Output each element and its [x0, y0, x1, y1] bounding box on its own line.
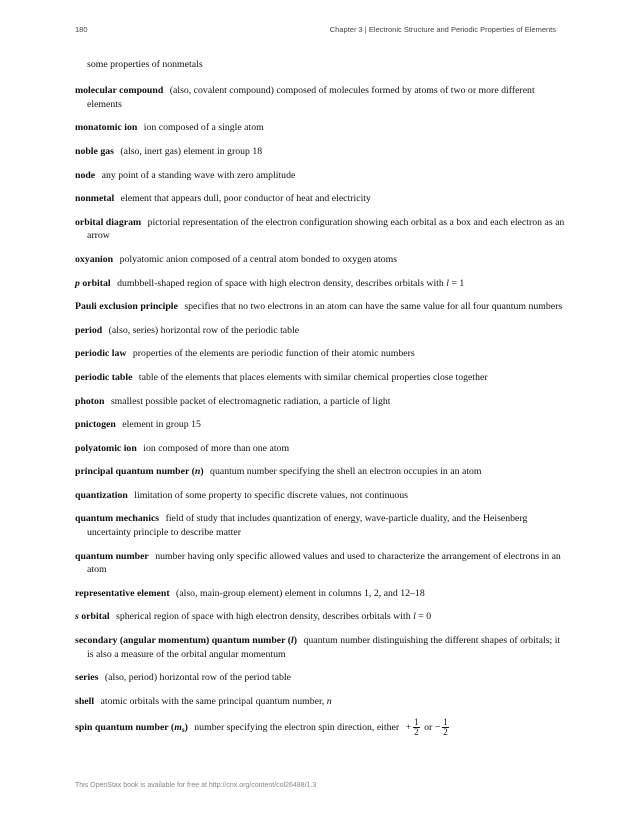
plus-sign: + [405, 722, 412, 734]
glossary-entry-node [75, 169, 565, 183]
glossary-entry-pnictogen [75, 418, 565, 432]
chapter-header: Chapter 3 | Electronic Structure and Periodic Properties of Elements [329, 25, 556, 34]
glossary-definition: horizontal row of the period table [159, 672, 291, 684]
glossary-definition: number having only specific allowed values and used to characterize the arrangement of electrons in an atom [87, 550, 561, 576]
glossary-term: molecular compound [75, 85, 164, 97]
glossary-definition: horizontal row of the periodic table [160, 324, 300, 336]
fraction-one-half [413, 718, 420, 737]
page-number: 180 [75, 25, 88, 34]
glossary-term: orbital diagram [75, 216, 142, 228]
glossary-entry-representative-element [75, 587, 565, 601]
glossary-definition: ion composed of a single atom [143, 122, 264, 134]
glossary-entry-p-orbital [75, 277, 565, 291]
continuation-text: some properties of nonmetals [87, 59, 203, 70]
glossary-entry-series [75, 671, 565, 685]
glossary-term-letter: p [75, 277, 80, 289]
glossary-term [75, 611, 110, 622]
glossary-term-symbol: n [194, 466, 201, 478]
glossary-entry-molecular-compound [75, 84, 565, 111]
math-variable: l [413, 611, 416, 623]
or-word: or [424, 722, 433, 734]
glossary-definition: composed of molecules formed by atoms of two or more different elements [87, 85, 535, 110]
glossary-term-symbol: m [174, 722, 182, 734]
glossary-entry-spin-quantum-number [75, 718, 565, 737]
glossary-term: representative element [75, 587, 170, 599]
glossary-term-letter: s [75, 611, 79, 623]
glossary-term-rest: orbital [81, 611, 110, 623]
glossary-definition: specifies that no two electrons in an atom can have the same value for all four quantum numbers [184, 301, 563, 313]
glossary-definition: smallest possible packet of electromagnetic radiation, a particle of light [110, 395, 391, 407]
glossary-term: noble gas [75, 145, 114, 157]
glossary-entry-monatomic-ion [75, 121, 565, 135]
fraction-denominator: 2 [443, 727, 448, 738]
glossary-entry-principal-quantum-number [75, 465, 565, 479]
glossary-definition: element in group 18 [183, 145, 263, 157]
glossary-term: nonmetal [75, 193, 115, 205]
glossary-definition: element in columns 1, 2, and 12–18 [284, 587, 425, 599]
glossary-definition: element in group 15 [122, 419, 201, 431]
glossary-term: quantum number [75, 550, 149, 562]
glossary-term: periodic law [75, 348, 127, 360]
glossary-definition: element that appears dull, poor conductor of heat and electricity [120, 193, 371, 205]
glossary-definition: limitation of some property to specific discrete values, not continuous [134, 489, 408, 501]
glossary-entry-nonmetal [75, 192, 565, 206]
glossary-definition: quantum number distinguishing the different shapes of orbitals; it is also a measure of the orbital angular momentum [87, 635, 561, 660]
glossary-term: spin quantum number $(m_s)$ [75, 722, 188, 735]
glossary-entry-period [75, 324, 565, 338]
glossary-entry-s-orbital [75, 610, 565, 624]
glossary-definition: table of the elements that places elements with similar chemical properties close together [138, 371, 488, 383]
glossary-term: periodic table [75, 371, 133, 383]
glossary-term: node [75, 169, 96, 181]
glossary-paren: (also, inert gas) [120, 145, 182, 157]
glossary-term-text: principal quantum number [75, 466, 190, 478]
glossary-definition: pictorial representation of the electron configuration showing each orbital as a box and each electron as an arrow [87, 216, 565, 242]
glossary-entry-quantization [75, 489, 565, 503]
glossary-definition: atomic orbitals with the same principal quantum number, [100, 695, 325, 707]
glossary-term: Pauli exclusion principle [75, 301, 178, 313]
glossary-term: principal quantum number (n) [75, 466, 204, 478]
fraction-numerator: 1 [443, 717, 448, 728]
glossary-paren: (also, main-group element) [176, 587, 283, 599]
glossary-term-text: spin quantum number [75, 722, 169, 734]
glossary-entry-shell [75, 695, 565, 709]
glossary-definition: field of study that includes quantization of energy, wave-particle duality, and the Heisenberg uncertainty principle to describe matter [87, 513, 528, 539]
page-footer: This OpenStax book is available for free at http://cnx.org/content/col26488/1.3 [75, 782, 317, 789]
glossary-entry-quantum-number [75, 550, 565, 577]
fraction-one-half [442, 718, 449, 737]
glossary-term: monatomic ion [75, 122, 138, 134]
glossary-term-rest: orbital [82, 277, 111, 289]
glossary-entry-quantum-mechanics [75, 512, 565, 539]
fraction-numerator: 1 [414, 717, 419, 728]
glossary-entry-periodic-law [75, 347, 565, 361]
glossary-term: photon [75, 395, 105, 407]
glossary-term [75, 278, 111, 289]
glossary-definition: quantum number specifying the shell an electron occupies in an atom [210, 466, 482, 478]
glossary-entry-secondary-quantum-number [75, 634, 565, 661]
glossary-entry-pauli-exclusion-principle [75, 300, 565, 314]
glossary-definition: number specifying the electron spin direction, either [194, 722, 400, 734]
glossary-entry-orbital-diagram [75, 216, 565, 243]
math-value: = 0 [418, 611, 432, 623]
glossary-paren: (also, series) [108, 324, 159, 336]
glossary-definition: spherical region of space with high electron density, describes orbitals with [116, 611, 411, 623]
glossary-entry-oxyanion [75, 253, 565, 267]
glossary-term-text: secondary (angular momentum) quantum number [75, 635, 286, 647]
minus-sign: − [434, 722, 441, 734]
glossary-term: series [75, 672, 99, 684]
glossary-term-symbol: l [291, 635, 294, 647]
glossary-term: quantization [75, 489, 128, 501]
glossary-term: pnictogen [75, 419, 116, 431]
glossary-definition: ion composed of more than one atom [143, 442, 290, 454]
glossary-term-subscript: s [181, 726, 185, 735]
math-variable: n [326, 695, 332, 707]
glossary-entry-periodic-table [75, 371, 565, 385]
glossary-term: oxyanion [75, 253, 114, 265]
glossary-definition: polyatomic anion composed of a central atom bonded to oxygen atoms [119, 253, 398, 265]
math-value: = 1 [451, 277, 465, 289]
glossary-term: period [75, 324, 103, 336]
glossary [75, 58, 565, 748]
glossary-term: polyatomic ion [75, 442, 137, 454]
glossary-paren: (also, period) [104, 672, 158, 684]
fraction-denominator: 2 [414, 727, 419, 738]
glossary-paren: (also, covalent compound) [169, 85, 274, 97]
glossary-term: shell [75, 695, 95, 707]
glossary-entry-polyatomic-ion [75, 442, 565, 456]
glossary-definition: properties of the elements are periodic function of their atomic numbers [132, 348, 415, 360]
glossary-term: secondary (angular momentum) quantum number (l) [75, 635, 298, 647]
glossary-definition: any point of a standing wave with zero amplitude [101, 169, 296, 181]
glossary-definition: dumbbell-shaped region of space with high electron density, describes orbitals with [117, 277, 444, 289]
glossary-term: quantum mechanics [75, 513, 160, 525]
glossary-entry-noble-gas [75, 145, 565, 159]
math-variable: l [446, 277, 449, 289]
glossary-entry-photon [75, 395, 565, 409]
